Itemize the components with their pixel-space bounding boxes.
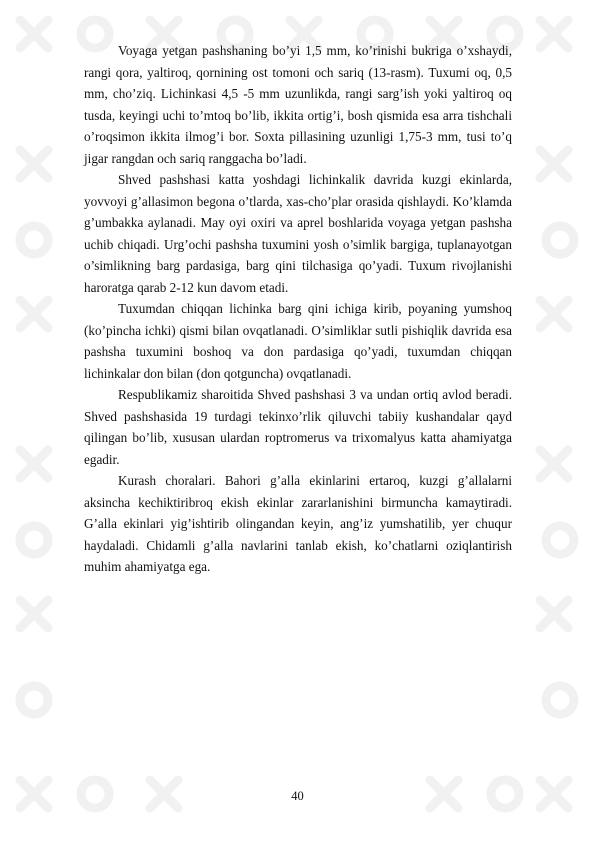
document-body [84, 40, 512, 578]
paragraph-larva-feeding: Tuxumdan chiqqan lichinka barg qini ichiga kirib, poyaning yumshoq (ko’pincha ichki) qismi bilan ovqatlanadi. O’simliklar sutli pishiqlik davrida esa pashsha tuxumini boshoq va don pardasiga qo’yadi, tuxumdan chiqqan lichinkalar don bilan (don qotguncha) ovqatlanadi. [84, 301, 512, 381]
paragraph-generations: Respublikamiz sharoitida Shved pashshasi 3 va undan ortiq avlod beradi. Shved pashshasida 19 turdagi tekinxo’rlik qiluvchi tabiiy kushandalar qayd qilingan bo’lib, xususan ulardan roptromerus va trixomalyus katta ahamiyatga egadir. [84, 387, 512, 467]
page-number: 40 [291, 789, 304, 803]
paragraph-overwintering: Shved pashshasi katta yoshdagi lichinkalik davrida kuzgi ekinlarda, yovvoyi g’allasimon begona o’tlarda, xas-cho’plar orasida qishlaydi. Ko’klamda g’umbakka aylanadi. May oyi oxiri va aprel boshlarida voyaga yetgan pashsha uchib chiqadi. Urg’ochi pashsha tuxumini yosh o’simlik bargiga, tuplanayotgan o’simlikning barg pardasiga, barg qini tilchasiga qo’yadi. Tuxum rivojlanishi haroratga qarab 2-12 kun davom etadi. [84, 172, 512, 295]
paragraph-adult-description: Voyaga yetgan pashshaning bo’yi 1,5 mm, ko’rinishi bukriga o’xshaydi, rangi qora, yaltiroq, qornining ost tomoni och sariq (13-rasm). Tuxumi oq, 0,5 mm, cho’ziq. Lichinkasi 4,5 -5 mm uzunlikda, rangi sarg’ish yoki yaltiroq oq tusda, keyingi uchi to’mtoq bo’lib, ikkita ortig’i, bosh qismida esa arra tishchali o’roqsimon ikkita ilmog’i bor. Soxta pillasining uzunligi 1,75-3 mm, tusi to’q jigar rangdan och sariq ranggacha bo’ladi. [84, 43, 512, 166]
paragraph-control-measures: Kurash choralari. Bahori g’alla ekinlarini ertaroq, kuzgi g’allalarni aksincha kechiktiribroq ekish ekinlar zararlanishini birmuncha kamaytiradi. G’alla ekinlari yig’ishtirib olingandan keyin, ang’iz yumshatilib, yer chuqur haydaladi. Chidamli g’alla navlarini tanlab ekish, ko’chatlarni oziqlantirish muhim ahamiyatga ega. [84, 473, 512, 574]
